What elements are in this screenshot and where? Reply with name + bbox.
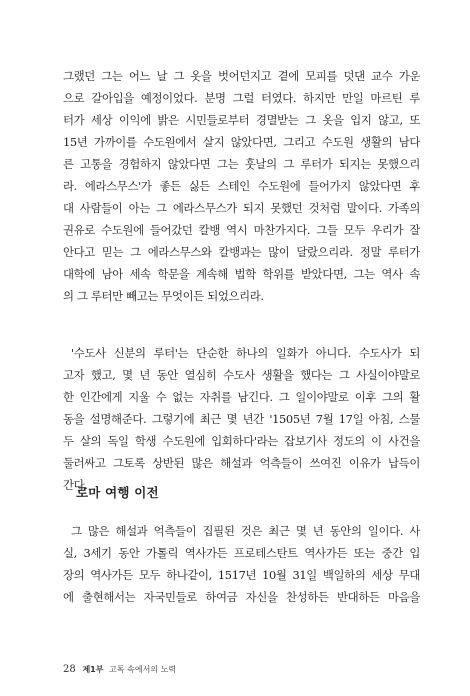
text-line: 대 사람들이 아는 그 에라스무스가 되지 못했던 것처럼 말이다. 가족의 bbox=[63, 201, 420, 215]
text-line: 15년 가까이를 수도원에서 살지 않았다면, 그리고 수도원 생활의 남다 bbox=[63, 135, 420, 149]
text-line: 둘러싸고 그토록 상반된 많은 해설과 억측들이 쓰여진 이유가 납득이 bbox=[63, 456, 420, 470]
text-line: 라. 에라스무스'가 좋든 싫든 스테인 수도원에 들어가지 않았다면 후 bbox=[63, 179, 420, 193]
text-line: 의 그 루터만 빼고는 무엇이든 되었으리라. bbox=[63, 289, 264, 303]
page-number: 28 bbox=[63, 664, 76, 675]
text-line: 터가 세상 이익에 밝은 시민들로부터 경멸받는 그 옷을 입지 않고, 또 bbox=[63, 113, 420, 127]
body-paragraph-2 bbox=[63, 342, 420, 496]
part-label: 제1부 bbox=[82, 665, 104, 674]
text-line: 그 많은 해설과 억측들이 집필된 것은 최근 몇 년 동안의 일이다. 사 bbox=[71, 524, 420, 538]
section-heading: 로마 여행 이전 bbox=[76, 485, 159, 500]
text-line: 른 고통을 경험하지 않았다면 그는 훗날의 그 루터가 되지는 못했으리 bbox=[63, 157, 420, 171]
text-line: 그랬던 그는 어느 날 그 옷을 벗어던지고 곁에 모피를 덧댄 교수 가운 bbox=[63, 69, 420, 83]
body-paragraph-3 bbox=[63, 520, 420, 608]
text-line: '수도사 신분의 루터'는 단순한 하나의 일화가 아니다. 수도사가 되 bbox=[71, 346, 420, 360]
text-line: 고자 했고, 몇 년 동안 열심히 수도사 생활을 했다는 그 사실이야말로 bbox=[63, 368, 420, 382]
text-line: 으로 갈아입을 예정이었다. 분명 그럴 터였다. 하지만 만일 마르틴 루 bbox=[63, 91, 420, 105]
text-line: 대학에 남아 세속 학문을 계속해 법학 학위를 받았다면, 그는 역사 속 bbox=[63, 267, 420, 281]
text-line: 동을 설명해준다. 그렇기에 최근 몇 년간 '1505년 7월 17일 아침, 스물 bbox=[63, 412, 420, 426]
text-line: 장의 역사가든 모두 하나같이, 1517년 10월 31일 백일하의 세상 무대 bbox=[63, 568, 420, 582]
body-paragraph-1 bbox=[63, 65, 420, 307]
page-footer bbox=[63, 664, 176, 675]
text-line: 에 출현해서는 자국민들로 하여금 자신을 찬성하든 반대하든 마음을 bbox=[63, 590, 420, 604]
text-line: 간다. bbox=[63, 478, 88, 492]
text-line: 두 살의 독일 학생 수도원에 입회하다'라는 잡보기사 정도의 이 사건을 bbox=[63, 434, 420, 448]
text-line: 권유로 수도원에 들어갔던 칼뱅 역시 마찬가지다. 그들 모두 우리가 잘 bbox=[63, 223, 420, 237]
text-line: 한 인간에게 지울 수 없는 자취를 남긴다. 그 일이야말로 이후 그의 활 bbox=[63, 390, 420, 404]
chapter-title: 고독 속에서의 노력 bbox=[109, 665, 177, 674]
text-line: 안다고 믿는 그 에라스무스와 칼뱅과는 많이 달랐으리라. 정말 루터가 bbox=[63, 245, 420, 259]
text-line: 실, 3세기 동안 가톨릭 역사가든 프로테스탄트 역사가든 또는 중간 입 bbox=[63, 546, 420, 560]
